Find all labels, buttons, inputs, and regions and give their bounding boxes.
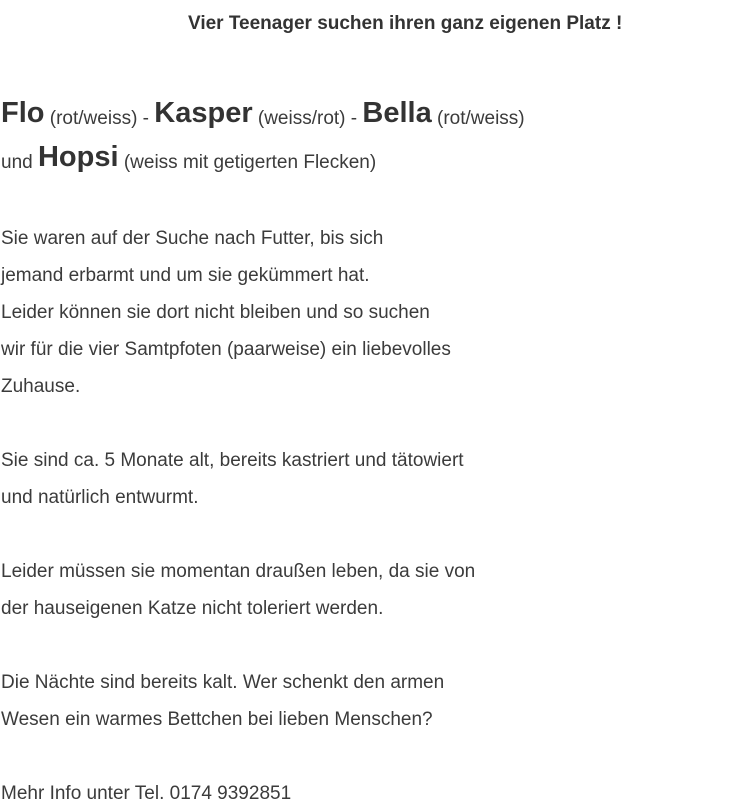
paragraph-gap [1,738,475,775]
paragraph-line: und natürlich entwurmt. [1,487,199,508]
paragraph-gap [1,516,475,553]
paragraph-line: der hauseigenen Katze nicht toleriert werden. [1,598,384,619]
color-bella: (rot/weiss) [431,108,525,129]
paragraph-gap [1,627,475,664]
color-flo: (rot/weiss) - [44,108,155,129]
paragraph-line: Leider müssen sie momentan draußen leben, da sie von [1,561,476,582]
page-title: Vier Teenager suchen ihren ganz eigenen Platz ! [188,13,623,34]
cat-names-row-1 [1,84,525,128]
color-kasper: (weiss/rot) - [252,108,363,129]
paragraph-line: jemand erbarmt und um sie gekümmert hat. [1,265,370,286]
cat-names [1,84,525,172]
paragraph-line: Sie waren auf der Suche nach Futter, bis sich [1,228,384,249]
und-text: und [1,152,38,173]
paragraph-line: wir für die vier Samtpfoten (paarweise) ein liebevolles [1,339,451,360]
paragraph-line: Sie sind ca. 5 Monate alt, bereits kastriert und tätowiert [1,450,464,471]
name-hopsi: Hopsi [37,141,119,173]
paragraph-line: Leider können sie dort nicht bleiben und so suchen [1,302,430,323]
name-flo: Flo [1,97,45,129]
contact-info: Mehr Info unter Tel. 0174 9392851 [1,783,292,804]
paragraph-line: Wesen ein warmes Bettchen bei lieben Menschen? [1,709,433,730]
name-bella: Bella [362,97,432,129]
color-hopsi: (weiss mit getigerten Flecken) [118,152,377,173]
paragraph-gap [1,405,475,442]
paragraph-line: Die Nächte sind bereits kalt. Wer schenkt den armen [1,672,445,693]
cat-names-row-2 [1,128,525,172]
name-kasper: Kasper [154,97,253,129]
description [1,220,475,812]
paragraph-line: Zuhause. [1,376,81,397]
